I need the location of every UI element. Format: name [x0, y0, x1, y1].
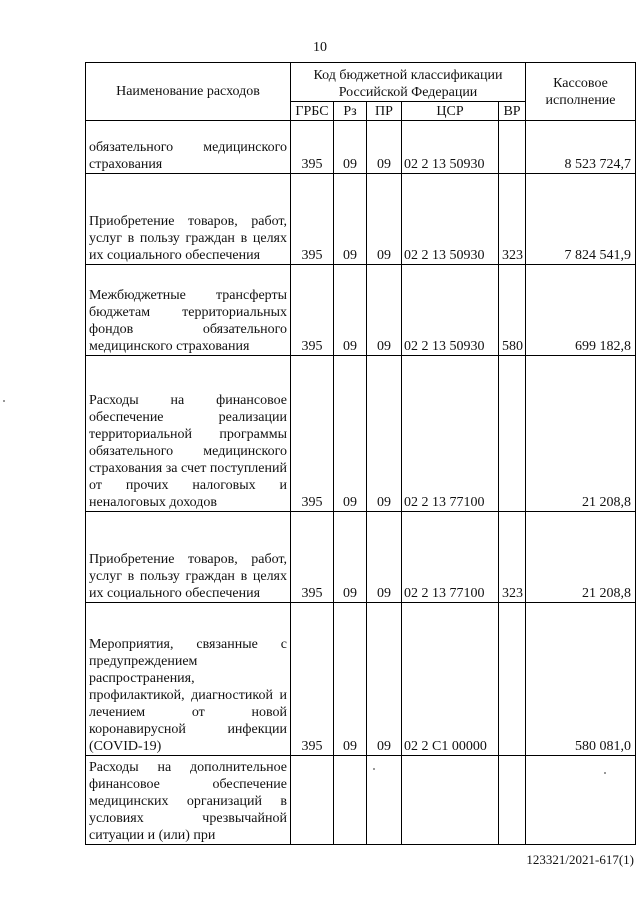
table-row [86, 121, 636, 174]
row-vr [499, 756, 526, 845]
row-name: Приобретение товаров, работ, услуг в пользу граждан в целях их социального обеспечения [86, 512, 291, 603]
row-sum: 699 182,8 [526, 265, 636, 356]
row-rz [334, 756, 367, 845]
header-kbk-group: Код бюджетной классификации Российской Федерации [291, 63, 526, 102]
row-grbs [291, 756, 334, 845]
table-row [86, 512, 636, 603]
row-sum [526, 756, 636, 845]
scan-speck [604, 772, 606, 774]
row-sum: 21 208,8 [526, 512, 636, 603]
header-pr: ПР [367, 102, 402, 121]
row-grbs: 395 [291, 356, 334, 512]
table-row [86, 603, 636, 756]
table-header-row [86, 63, 636, 102]
row-name: Расходы на дополнительное финансовое обеспечение медицинских организаций в условиях чрезвычайной ситуации и (или) при [86, 756, 291, 845]
table-row [86, 174, 636, 265]
row-grbs: 395 [291, 603, 334, 756]
header-rz: Рз [334, 102, 367, 121]
row-csr: 02 2 13 77100 [402, 512, 499, 603]
row-rz: 09 [334, 603, 367, 756]
row-vr: 323 [499, 174, 526, 265]
row-pr: 09 [367, 265, 402, 356]
row-grbs: 395 [291, 512, 334, 603]
row-sum: 580 081,0 [526, 603, 636, 756]
row-pr: 09 [367, 356, 402, 512]
header-grbs: ГРБС [291, 102, 334, 121]
row-grbs: 395 [291, 174, 334, 265]
row-name: Межбюджетные трансферты бюджетам территориальных фондов обязательного медицинского страхования [86, 265, 291, 356]
table-row [86, 756, 636, 845]
scan-speck [373, 768, 375, 770]
row-name: Приобретение товаров, работ, услуг в пользу граждан в целях их социального обеспечения [86, 174, 291, 265]
row-csr: 02 2 13 50930 [402, 121, 499, 174]
row-grbs: 395 [291, 265, 334, 356]
row-csr: 02 2 13 50930 [402, 265, 499, 356]
row-rz: 09 [334, 174, 367, 265]
row-csr [402, 756, 499, 845]
header-csr: ЦСР [402, 102, 499, 121]
document-code: 123321/2021-617(1) [526, 852, 634, 867]
header-name-column: Наименование расходов [86, 63, 291, 121]
row-pr: 09 [367, 512, 402, 603]
row-sum: 8 523 724,7 [526, 121, 636, 174]
page-number: 10 [313, 40, 327, 55]
row-vr: 323 [499, 512, 526, 603]
expenditure-table [85, 62, 636, 845]
row-csr: 02 2 13 77100 [402, 356, 499, 512]
row-vr [499, 603, 526, 756]
scan-speck [3, 400, 5, 402]
row-pr: 09 [367, 603, 402, 756]
row-rz: 09 [334, 121, 367, 174]
row-csr: 02 2 13 50930 [402, 174, 499, 265]
row-rz: 09 [334, 356, 367, 512]
row-sum: 21 208,8 [526, 356, 636, 512]
row-sum: 7 824 541,9 [526, 174, 636, 265]
row-rz: 09 [334, 265, 367, 356]
row-name: обязательного медицинского страхования [86, 121, 291, 174]
row-pr: 09 [367, 121, 402, 174]
row-grbs: 395 [291, 121, 334, 174]
row-vr [499, 356, 526, 512]
header-vr: ВР [499, 102, 526, 121]
row-name: Мероприятия, связанные с предупреждением распространения, профилактикой, диагностикой и лечением от новой коронавирусной инфекции (COVID-19) [86, 603, 291, 756]
row-vr: 580 [499, 265, 526, 356]
table-row [86, 356, 636, 512]
row-name: Расходы на финансовое обеспечение реализации территориальной программы обязательного медицинского страхования за счет поступлений от прочих налоговых и неналоговых доходов [86, 356, 291, 512]
row-csr: 02 2 С1 00000 [402, 603, 499, 756]
row-rz: 09 [334, 512, 367, 603]
row-vr [499, 121, 526, 174]
header-sum-column: Кассовое исполнение [526, 63, 636, 121]
row-pr [367, 756, 402, 845]
row-pr: 09 [367, 174, 402, 265]
table-row [86, 265, 636, 356]
